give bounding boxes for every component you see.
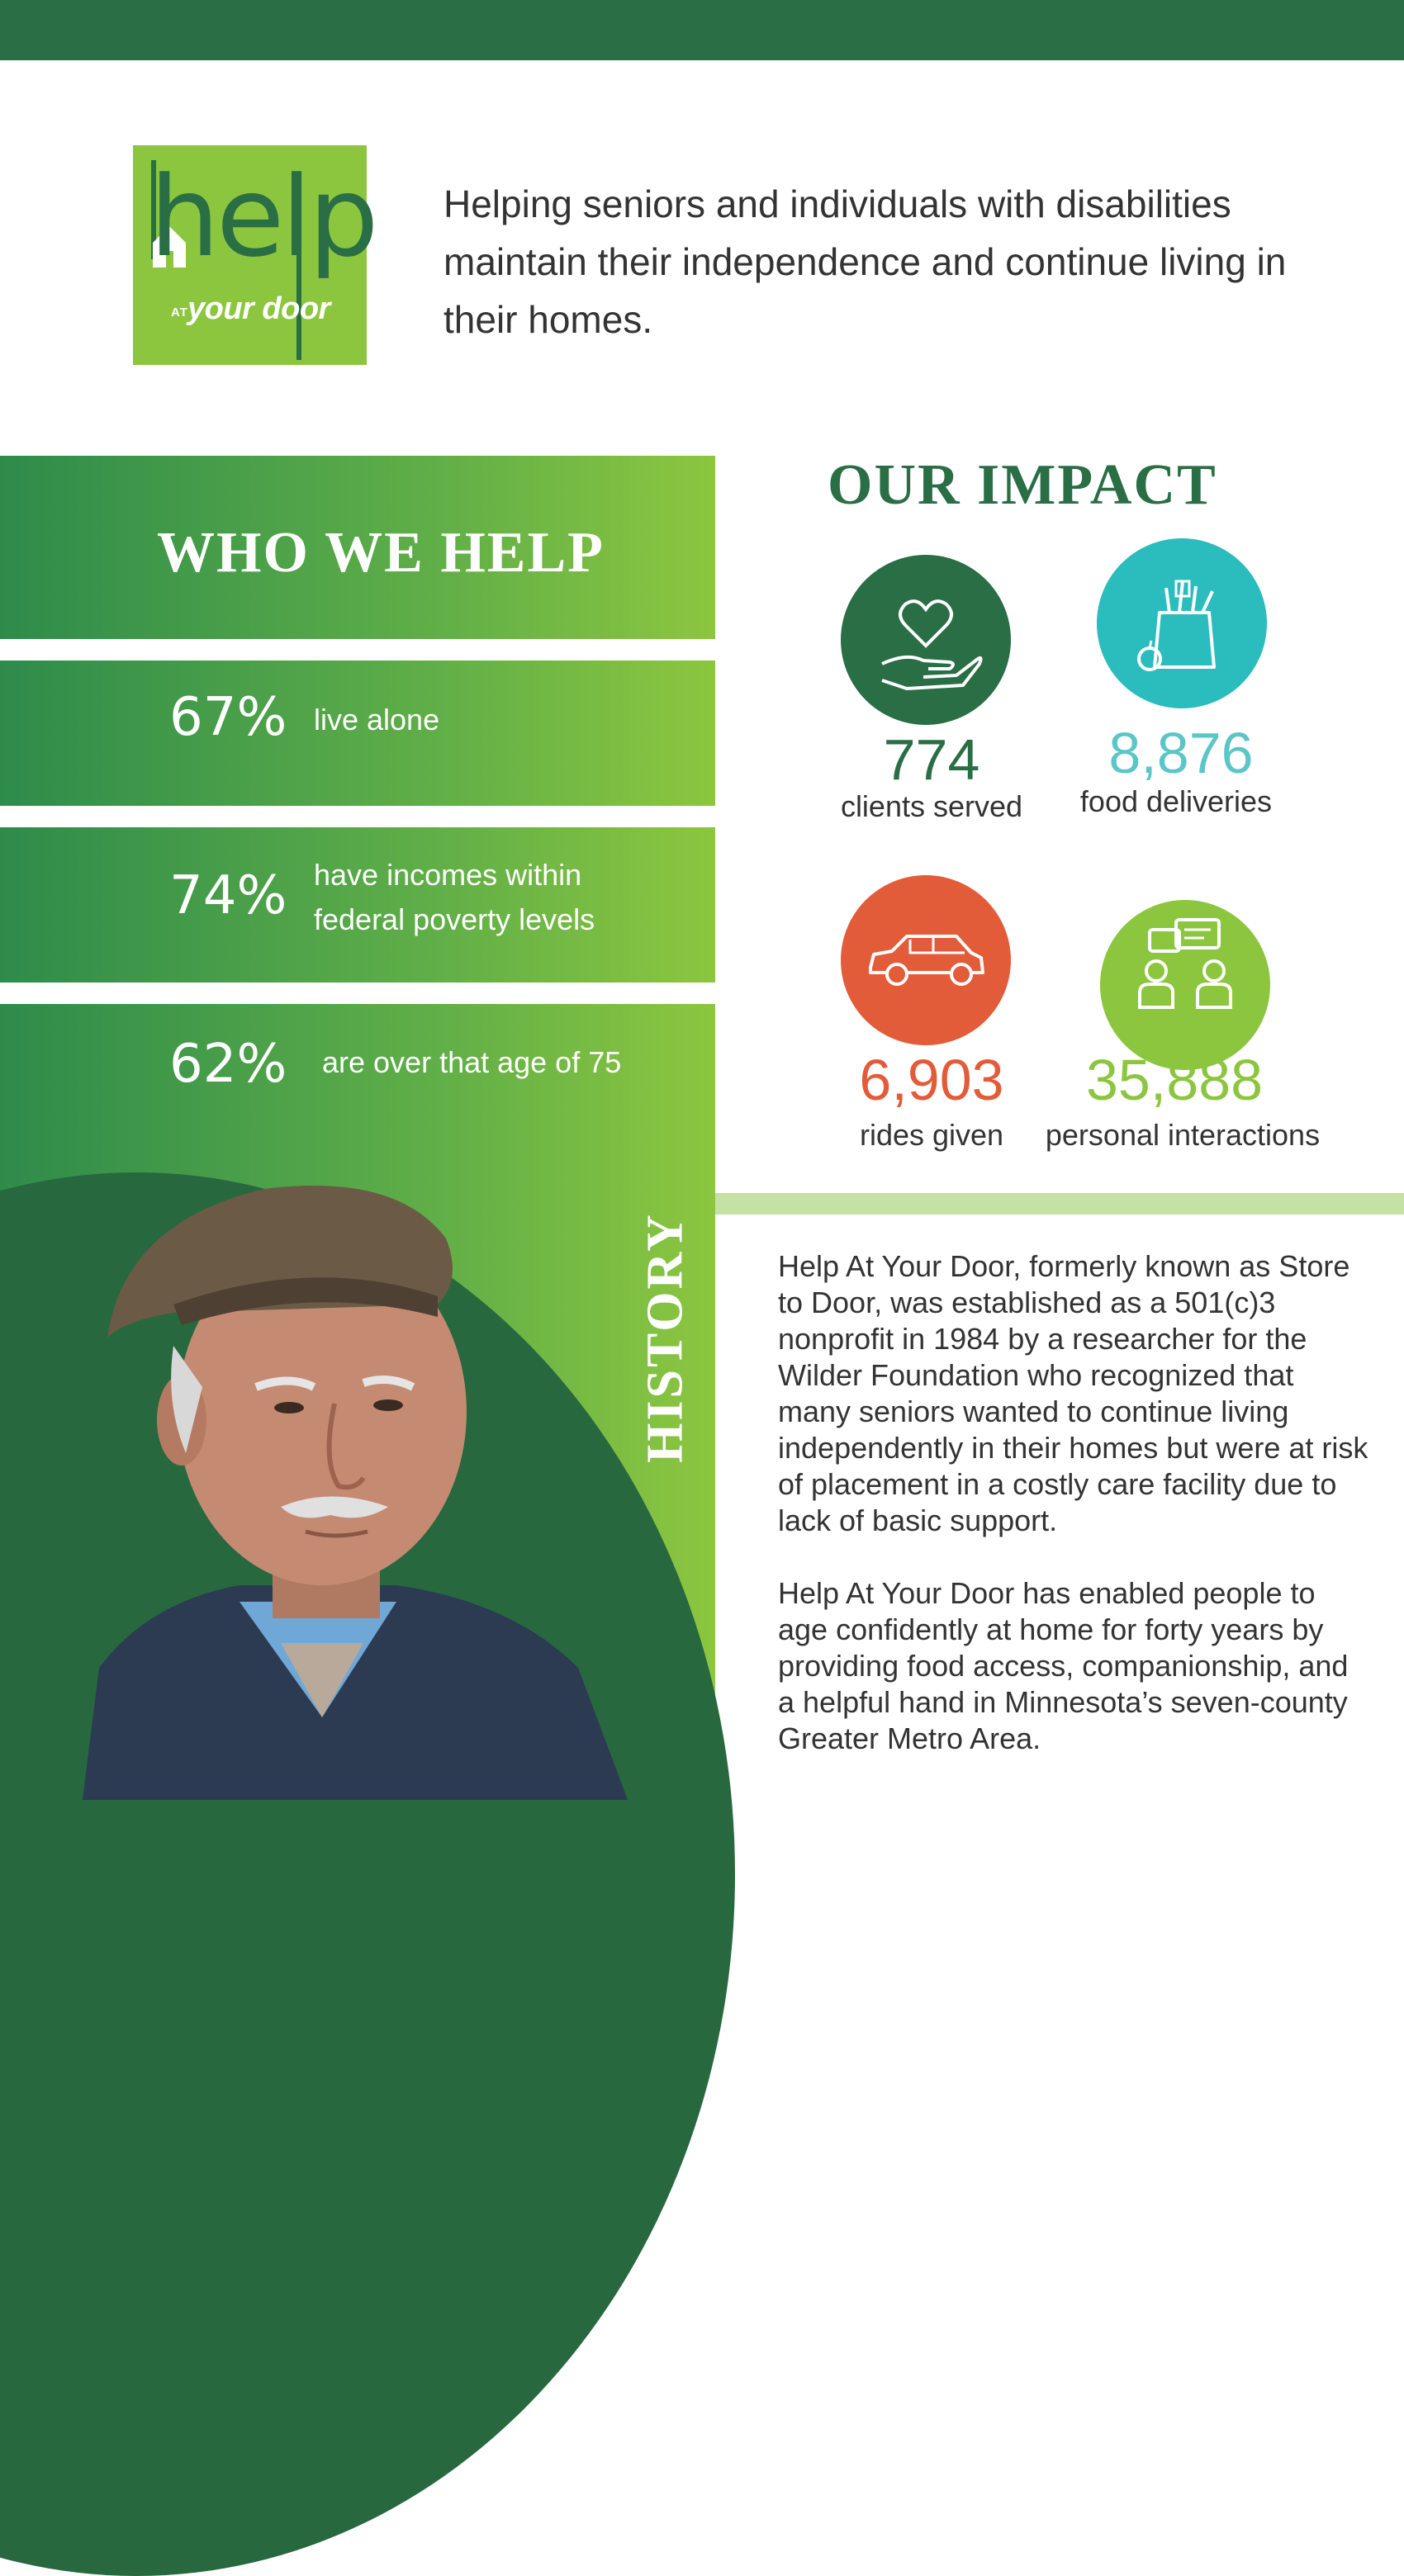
stat-text: live alone	[314, 703, 440, 736]
impact-label: personal interactions	[1045, 1118, 1321, 1152]
panel-divider	[0, 806, 715, 827]
help-at-your-door-logo	[133, 145, 376, 365]
impact-value: 8,876	[1108, 721, 1254, 785]
conversation-icon	[1100, 900, 1270, 1070]
heart-hand-icon	[841, 555, 1011, 725]
history-body	[778, 1248, 1373, 1793]
panel-divider	[0, 983, 715, 1004]
impact-label: rides given	[859, 1118, 1004, 1152]
panel-divider	[0, 639, 715, 661]
stat-percent: 62%	[169, 1034, 287, 1095]
top-bar	[0, 0, 1404, 60]
rides-given-badge	[841, 875, 1011, 1045]
clients-served-badge	[841, 555, 1011, 725]
impact-value: 6,903	[859, 1048, 1004, 1112]
logo-at: AT	[171, 305, 188, 320]
history-title: HISTORY	[637, 1212, 694, 1463]
stat-text: have incomes within federal poverty levels	[314, 858, 595, 936]
logo-word-help: help	[149, 153, 376, 282]
impact-label: food deliveries	[1079, 784, 1273, 818]
our-impact-title: OUR IMPACT	[828, 453, 1217, 517]
tagline: Helping seniors and individuals with disabilities maintain their independence and continue living in their homes.	[443, 182, 1287, 341]
personal-interactions-badge	[1100, 900, 1270, 1070]
logo-your-door: your door	[187, 291, 330, 326]
car-icon	[841, 875, 1011, 1045]
stat-text: are over that age of 75	[322, 1045, 622, 1079]
stat-percent: 67%	[169, 687, 287, 748]
section-divider	[715, 1193, 1404, 1215]
impact-label: clients served	[840, 789, 1023, 823]
senior-man-photo	[50, 1139, 628, 1800]
grocery-bag-icon	[1097, 538, 1267, 708]
impact-value: 774	[883, 727, 980, 792]
history-paragraph: Help At Your Door has enabled people to age confidently at home for forty years by providing food access, companionship, and a helpful hand in Minnesota’s seven-county Greater Metro Area.	[778, 1576, 1349, 1755]
impact-value: 35,888	[1085, 1048, 1264, 1112]
who-we-help-title: WHO WE HELP	[157, 521, 605, 585]
history-paragraph: Help At Your Door, formerly known as Store to Door, was established as a 501(c)3 nonprofit in 1984 by a researcher for the Wilder Foundation who recognized that many seniors wanted to continue living independently in their homes but were at risk of placement in a costly care facility due to lack of basic support.	[778, 1249, 1368, 1537]
stat-percent: 74%	[169, 865, 287, 926]
food-deliveries-badge	[1097, 538, 1267, 708]
